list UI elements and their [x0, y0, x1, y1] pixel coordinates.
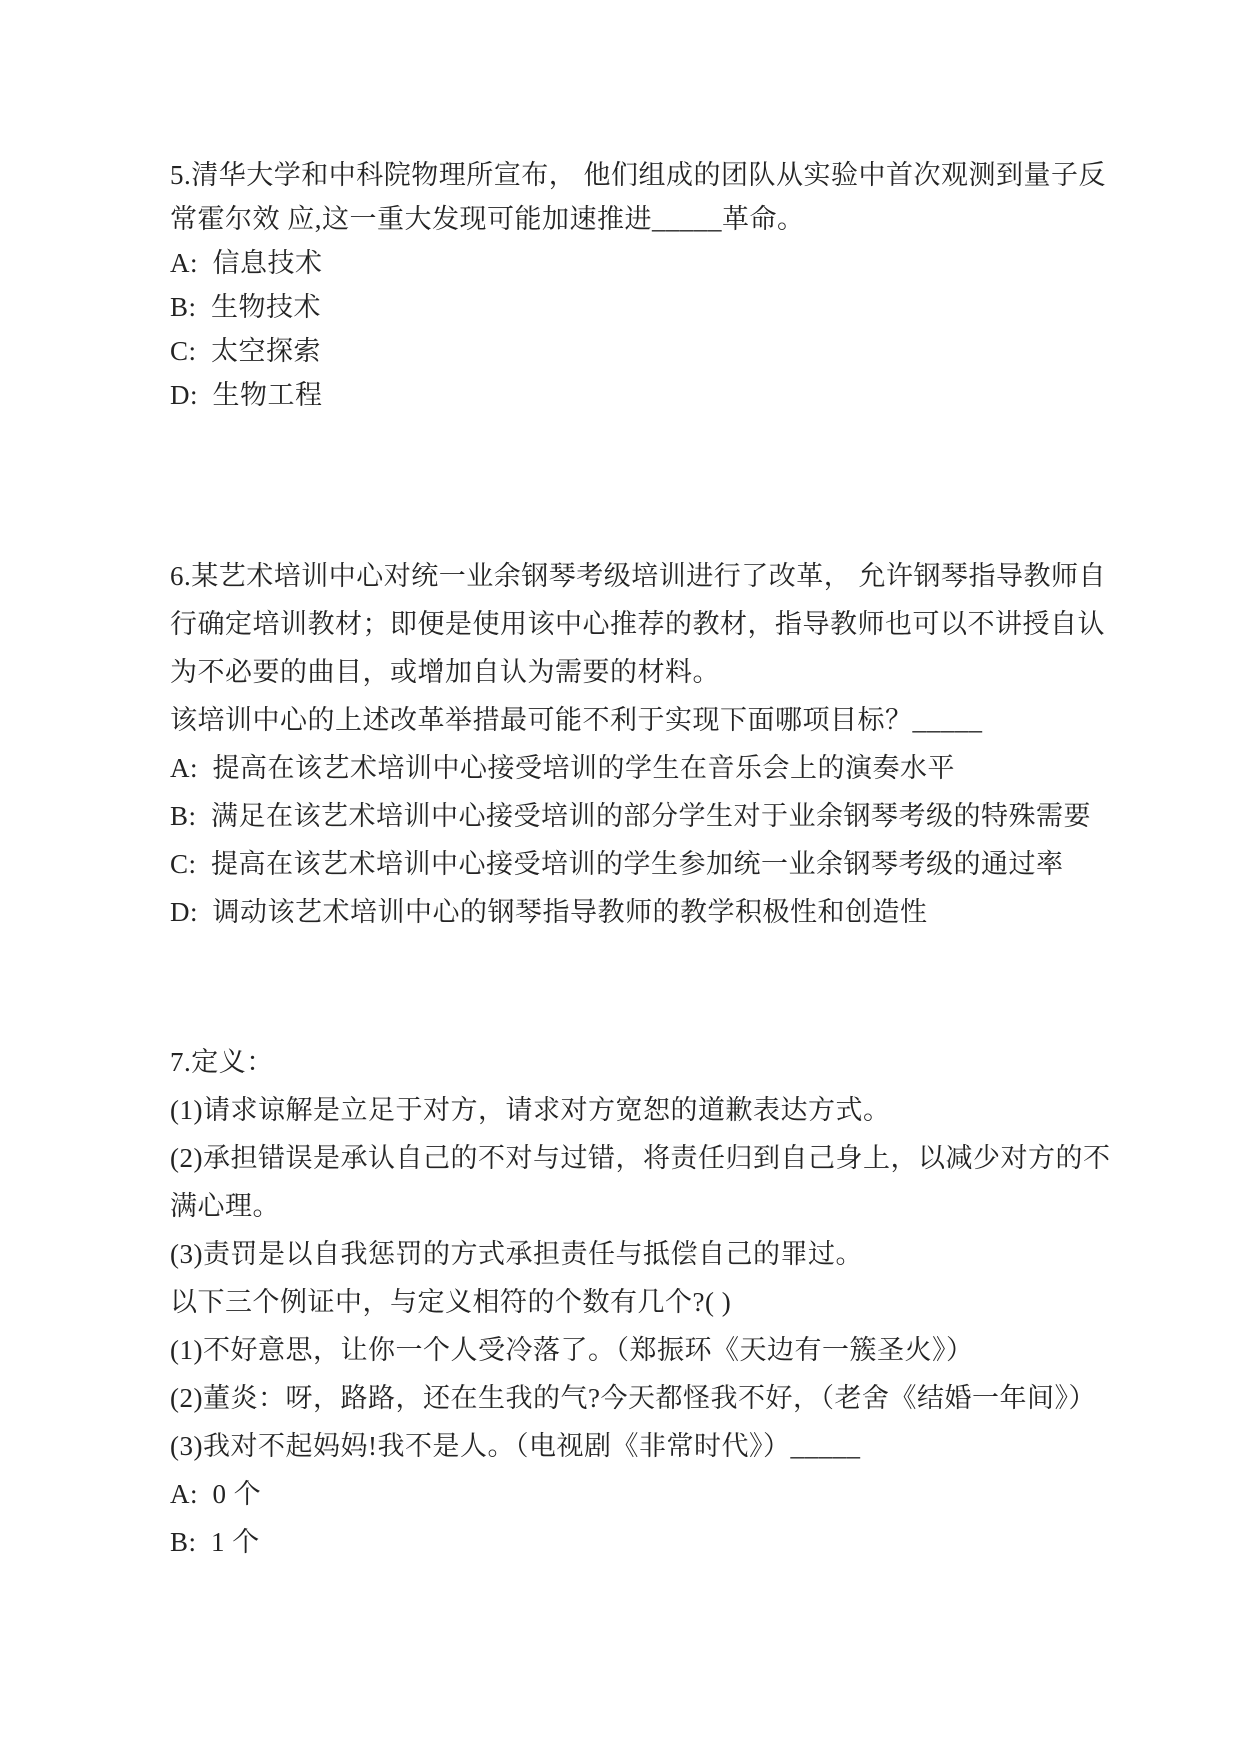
question-6 — [170, 552, 1106, 936]
q7-stem-line-2: (1)请求谅解是立足于对方，请求对方宽恕的道歉表达方式。 — [170, 1095, 891, 1125]
q6-stem-line-2: 行确定培训教材；即便是使用该中心推荐的教材，指导教师也可以不讲授自认 — [170, 609, 1105, 639]
q5-option-c: C: 太空探索 — [170, 336, 322, 366]
q5-stem-line-1: 5.清华大学和中科院物理所宣布， 他们组成的团队从实验中首次观测到量子反 — [170, 160, 1106, 190]
question-7 — [170, 1038, 1111, 1566]
q7-stem-line-6: 以下三个例证中，与定义相符的个数有几个?( ) — [170, 1287, 732, 1317]
q6-option-a: A: 提高在该艺术培训中心接受培训的学生在音乐会上的演奏水平 — [170, 753, 955, 783]
q6-option-d: D: 调动该艺术培训中心的钢琴指导教师的教学积极性和创造性 — [170, 897, 928, 927]
exam-content — [170, 153, 1111, 1566]
q7-stem-line-4: 满心理。 — [170, 1191, 280, 1221]
q6-stem-line-4: 该培训中心的上述改革举措最可能不利于实现下面哪项目标？_____ — [170, 705, 983, 735]
q5-option-b: B: 生物技术 — [170, 292, 322, 322]
q5-option-d: D: 生物工程 — [170, 380, 323, 410]
q5-stem-line-2: 常霍尔效 应,这一重大发现可能加速推进_____革命。 — [170, 204, 805, 234]
q7-stem-line-8: (2)董炎：呀，路路，还在生我的气?今天都怪我不好，（老舍《结婚一年间》） — [170, 1383, 1096, 1413]
q7-stem-line-1: 7.定义： — [170, 1047, 274, 1077]
q6-stem-line-3: 为不必要的曲目，或增加自认为需要的材料。 — [170, 657, 720, 687]
q7-stem-line-9: (3)我对不起妈妈!我不是人。（电视剧《非常时代》）_____ — [170, 1431, 861, 1461]
q6-option-b: B: 满足在该艺术培训中心接受培训的部分学生对于业余钢琴考级的特殊需要 — [170, 801, 1092, 831]
q7-stem-line-3: (2)承担错误是承认自己的不对与过错，将责任归到自己身上，以减少对方的不 — [170, 1143, 1111, 1173]
q6-option-c: C: 提高在该艺术培训中心接受培训的学生参加统一业余钢琴考级的通过率 — [170, 849, 1064, 879]
q7-stem-line-5: (3)责罚是以自我惩罚的方式承担责任与抵偿自己的罪过。 — [170, 1239, 863, 1269]
q7-stem-line-7: (1)不好意思，让你一个人受冷落了。（郑振环《天边有一簇圣火》） — [170, 1335, 974, 1365]
q6-stem-line-1: 6.某艺术培训中心对统一业余钢琴考级培训进行了改革， 允许钢琴指导教师自 — [170, 561, 1106, 591]
q7-option-b: B: 1 个 — [170, 1527, 260, 1557]
q7-option-a: A: 0 个 — [170, 1479, 262, 1509]
question-5 — [170, 153, 1106, 417]
q5-option-a: A: 信息技术 — [170, 248, 323, 278]
